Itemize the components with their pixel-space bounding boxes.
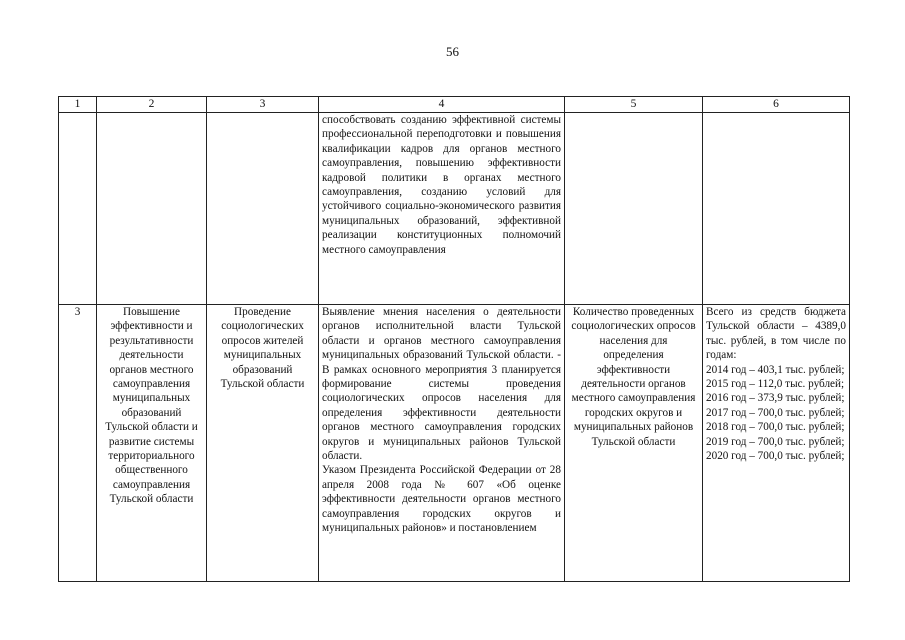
header-cell-4: 4: [319, 97, 565, 113]
program-table: [58, 96, 850, 582]
funding-intro: Всего из средств бюджета Тульской области – 4389,0 тыс. рублей, в том числе по годам:: [706, 306, 846, 362]
funding-year-2014: 2014 год – 403,1 тыс. рублей;: [706, 363, 845, 376]
funding-year-2018: 2018 год – 700,0 тыс. рублей;: [706, 421, 845, 434]
header-cell-3: 3: [207, 97, 319, 113]
row-number: 3: [59, 305, 97, 582]
measure-description: [319, 305, 565, 582]
continuation-cell-2: [97, 113, 207, 305]
continuation-cell-5: [565, 113, 703, 305]
funding-year-2016: 2016 год – 373,9 тыс. рублей;: [706, 392, 845, 405]
measure-name: Проведение социологических опросов жителей муниципальных образований Тульской области: [207, 305, 319, 582]
continuation-cell-3: [207, 113, 319, 305]
header-cell-5: 5: [565, 97, 703, 113]
continuation-cell-6: [703, 113, 850, 305]
funding-year-2015: 2015 год – 112,0 тыс. рублей;: [706, 378, 845, 391]
indicator-text: Количество проведенных социологических опросов населения для определения эффективности деятельности органов местного самоуправления городских округов и муниципальных районов Тульской области: [565, 305, 703, 582]
task-name: Повышение эффективности и результативности деятельности органов местного самоуправления муниципальных образований Тульской области и развитие системы территориального общественного самоуправления Тульской области: [97, 305, 207, 582]
header-row: [59, 97, 850, 113]
table-row-3: [59, 305, 850, 582]
header-cell-6: 6: [703, 97, 850, 113]
header-cell-2: 2: [97, 97, 207, 113]
continuation-row: [59, 113, 850, 305]
measure-description-p2: Указом Президента Российской Федерации от 28 апреля 2008 года № 607 «Об оценке эффективности деятельности органов местного самоуправления городских округов и муниципальных районов» и постановлением: [322, 464, 561, 535]
header-cell-1: 1: [59, 97, 97, 113]
funding-year-2017: 2017 год – 700,0 тыс. рублей;: [706, 406, 845, 419]
funding-year-2020: 2020 год – 700,0 тыс. рублей;: [706, 450, 845, 463]
funding-cell: [703, 305, 850, 582]
continuation-cell-1: [59, 113, 97, 305]
page-number: 56: [446, 44, 459, 59]
funding-year-2019: 2019 год – 700,0 тыс. рублей;: [706, 435, 845, 448]
continuation-measure-text: способствовать созданию эффективной системы профессиональной переподготовки и повышения квалификации кадров для органов местного самоуправления, повышению эффективности кадровой политики в органах местного самоуправления, созданию условий для устойчивого социально-экономического развития муниципальных образований, эффективной реализации конституционных полномочий местного самоуправления: [319, 113, 565, 305]
measure-description-p1: Выявление мнения населения о деятельности органов исполнительной власти Тульской области и органов местного самоуправления муниципальных образований Тульской области. - В рамках основного мероприятия 3 планируется формирование системы проведения социологических опросов населения для определения эффективности деятельности органов местного самоуправления городских округов и муниципальных районов Тульской области.: [322, 306, 561, 463]
